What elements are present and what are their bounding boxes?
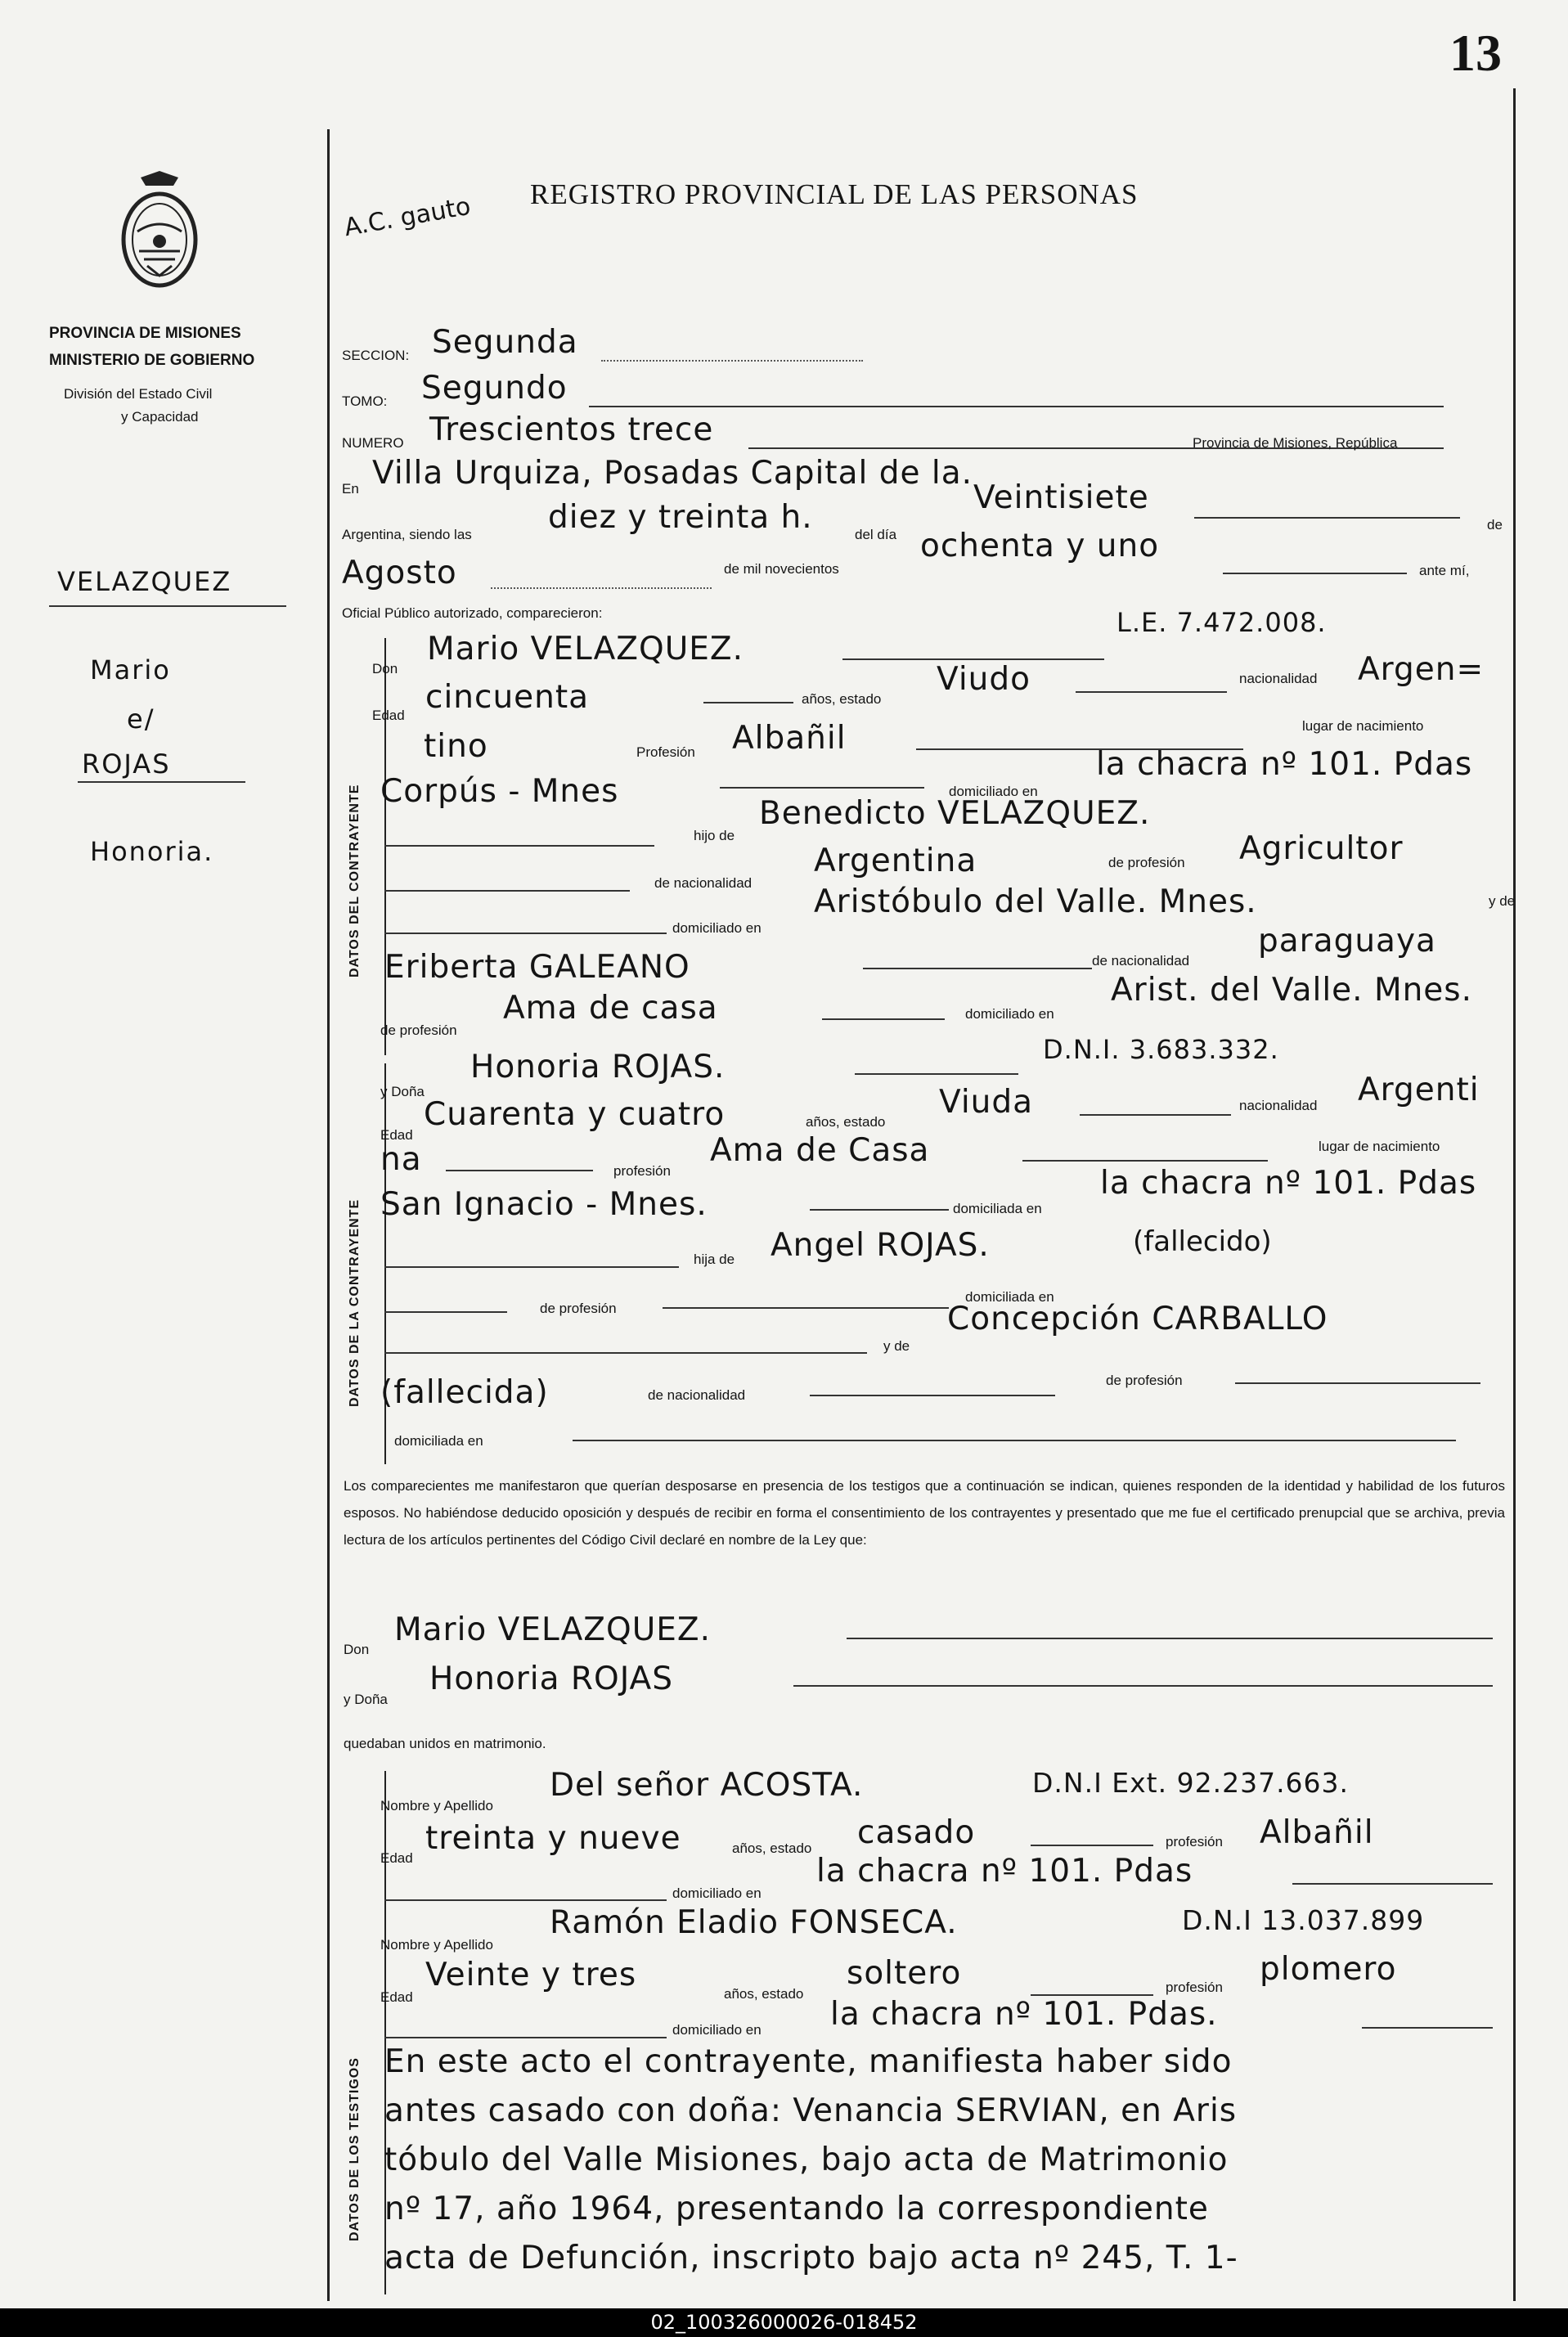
t2-dom-end-line [1362,2027,1493,2029]
t1-dom-line [384,1899,667,1901]
en-label: En [342,481,359,497]
margin-name-2: Honoria. [90,836,214,867]
t2-prof-value: plomero [1260,1951,1397,1988]
datos-testigos-label: DATOS DE LOS TESTIGOS [348,2057,362,2241]
note-line-3: tóbulo del Valle Misiones, bajo acta de Matrimonio [384,2142,1229,2178]
mes-line [491,587,712,589]
t2-anos-estado-label: años, estado [724,1986,804,2002]
left-margin-rule [327,129,330,2301]
annotation-top: A.C. gauto [342,191,473,243]
madre-line [863,968,1092,969]
margin-surname: VELAZQUEZ [57,566,232,597]
seccion-line [601,360,863,362]
padre-nac-value: Argentina [814,843,977,879]
t2-dom-line [384,2037,667,2038]
oficial-label: Oficial Público autorizado, comparecieron: [342,605,603,621]
dona-padre-value: Angel ROJAS. [771,1227,990,1264]
dona-edad-label: Edad [380,1127,413,1143]
lugar-value: Villa Urquiza, Posadas Capital de la. [372,455,973,492]
dona-nac-cont-line [446,1170,593,1171]
don-label: Don [372,661,398,676]
dona-value: Honoria ROJAS. [470,1049,726,1085]
argentina-label: Argentina, siendo las [342,527,472,542]
dona-dom-value: la chacra nº 101. Pdas [1100,1165,1477,1202]
t2-profesion-label: profesión [1166,1980,1223,1995]
dona-prof-line [1022,1160,1268,1162]
don-line [842,658,1104,660]
don-doc-value: L.E. 7.472.008. [1116,607,1327,638]
dona-madre-nac-label: de nacionalidad [648,1387,746,1403]
t1-nombre-value: Del señor ACOSTA. [550,1767,864,1804]
del-dia-label: del día [855,527,897,542]
numero-value: Trescientos trece [429,411,714,448]
margin-underline [49,605,286,607]
lugar-nac-line [720,787,924,789]
t2-domiciliado-label: domiciliado en [672,2022,762,2038]
declaration-paragraph: Los comparecientes me manifestaron que querían desposarse en presencia de los testigos que a continuación se indican, quienes responden de la identidad y habilidad de los futuros esposos. No habiéndose deducido oposición y después de recibir en forma el consentimiento de los contrayentes y presentado que me fue el certificado prenupcial que se archiva, previa lectura de los artículos pertinentes del Código Civil declaré en nombre de la Ley que: [344,1478,1505,1548]
dona-lugar-nac-label: lugar de nacimiento [1319,1139,1440,1154]
t1-domiciliado-label: domiciliado en [672,1885,762,1901]
madre-dom-value: Arist. del Valle. Mnes. [1111,972,1473,1009]
note-line-4: nº 17, año 1964, presentando la correspondiente [384,2191,1209,2227]
lugar-nac-value: Corpús - Mnes [380,773,619,810]
provincia-label: Provincia de Misiones, República [1193,435,1398,451]
dona-madre-dom-line [573,1440,1456,1441]
madre-prof-line [822,1018,945,1020]
dona-padre-note: (fallecido) [1133,1225,1272,1258]
madre-value: Eriberta GALEANO [384,949,690,986]
estado-value: Viudo [937,661,1031,698]
dona-hija-line [384,1266,679,1268]
edad-value: cincuenta [425,679,590,716]
t1-nombre-label: Nombre y Apellido [380,1798,493,1813]
dona-nac-value: Argenti [1358,1072,1480,1108]
decl-don-line [847,1638,1493,1639]
mes-value: Agosto [342,555,457,591]
madre-nac-value: paraguaya [1258,923,1436,960]
padre-domiciliado-label: domiciliado en [672,920,762,936]
t1-dom-end-line [1292,1883,1493,1885]
dona-madre-prof-label: de profesión [1106,1373,1183,1388]
page-number: 13 [1449,24,1502,82]
dona-madre-note: (fallecida) [380,1374,549,1411]
nacionalidad-value: Argen= [1358,651,1485,688]
margin-underline-2 [78,781,245,783]
t2-doc-value: D.N.I 13.037.899 [1182,1904,1425,1936]
padre-value: Benedicto VELAZQUEZ. [759,795,1151,832]
dona-madre-line [384,1352,867,1354]
profesion-value: Albañil [732,720,847,757]
t1-estado-value: casado [857,1814,976,1851]
dona-line [855,1073,1018,1075]
dona-padre-prof-label: de profesión [540,1301,617,1316]
seccion-value: Segunda [432,324,578,361]
decl-dona-line [793,1685,1493,1687]
datos-contrayente-label: DATOS DEL CONTRAYENTE [348,784,362,977]
t2-nombre-value: Ramón Eladio FONSECA. [550,1904,958,1941]
quedaban-label: quedaban unidos en matrimonio. [344,1736,546,1751]
tomo-label: TOMO: [342,393,388,409]
dona-madre-nac-line [810,1395,1055,1396]
de-mil-label: de mil novecientos [724,561,839,577]
hija-de-label: hija de [694,1252,735,1267]
t2-estado-value: soltero [847,1955,962,1992]
t2-dom-value: la chacra nº 101. Pdas. [830,1996,1218,2033]
dona-domiciliada-label: domiciliada en [953,1201,1042,1216]
edad-line [703,702,793,703]
ante-mi-label: ante mí, [1419,563,1470,578]
nacionalidad-label: nacionalidad [1239,671,1318,686]
provincial-seal-icon [115,168,204,290]
image-id-footer: 02_100326000026-018452 [0,2308,1568,2337]
dona-estado-value: Viuda [939,1084,1034,1121]
dia-line [1194,517,1460,519]
dona-prof-value: Ama de Casa [710,1132,930,1169]
madre-domiciliado-label: domiciliado en [965,1006,1054,1022]
de-nacionalidad-label: de nacionalidad [654,875,753,891]
margin-name-1: Mario [90,654,171,685]
padre-dom-line [384,933,667,934]
right-margin-rule [1513,88,1516,2301]
anos-estado-label: años, estado [802,691,882,707]
domiciliado-label: domiciliado en [949,784,1038,799]
tomo-value: Segundo [421,370,568,407]
dona-madre-dom-label: domiciliada en [394,1433,483,1449]
t1-profesion-label: profesión [1166,1834,1223,1849]
dona-padre-nac-line [384,1311,507,1313]
hijo-de-label: hijo de [694,828,735,843]
t1-doc-value: D.N.I Ext. 92.237.663. [1032,1767,1350,1799]
dona-nac-cont-value: na [380,1141,422,1178]
profesion-label: Profesión [636,744,695,760]
dona-estado-line [1080,1114,1231,1116]
margin-surname-2: ROJAS [82,748,171,780]
dona-padre-prof-line [663,1307,949,1309]
hora-value: diez y treinta h. [548,499,813,536]
nacionalidad-cont-value: tino [424,728,488,765]
note-line-5: acta de Defunción, inscripto bajo acta nº 245, T. 1- [384,2240,1238,2276]
dona-doc-value: D.N.I. 3.683.332. [1043,1034,1279,1065]
document-title: REGISTRO PROVINCIAL DE LAS PERSONAS [530,178,1139,210]
t1-prof-value: Albañil [1260,1814,1374,1851]
madre-prof-value: Ama de casa [503,990,718,1027]
tomo-line [589,406,1444,407]
division-line-2: y Capacidad [121,409,199,425]
y-dona-label: y Doña [380,1084,425,1099]
domicilio-value: la chacra nº 101. Pdas [1096,746,1473,783]
estado-line [1076,691,1227,693]
province-heading: PROVINCIA DE MISIONES [49,325,241,342]
dona-lugar-line [810,1209,949,1211]
de-label: de [1487,517,1503,533]
dona-lugar-value: San Ignacio - Mnes. [380,1186,708,1223]
decl-don-label: Don [344,1642,370,1657]
dona-profesion-label: profesión [613,1163,671,1179]
dona-nacionalidad-label: nacionalidad [1239,1098,1318,1113]
anio-value: ochenta y uno [920,528,1160,564]
padre-nac-line [384,890,630,892]
t1-estado-line [1031,1845,1153,1846]
de-profesion-label: de profesión [1108,855,1185,870]
t2-edad-value: Veinte y tres [425,1957,637,1993]
note-line-1: En este acto el contrayente, manifiesta haber sido [384,2043,1233,2080]
decl-dona-value: Honoria ROJAS [429,1661,673,1697]
y-de-label: y de [1489,893,1516,909]
division-line-1: División del Estado Civil [64,386,213,402]
dona-madre-value: Concepción CARBALLO [947,1301,1328,1337]
numero-label: NUMERO [342,435,404,451]
t2-nombre-label: Nombre y Apellido [380,1937,493,1953]
dona-anos-estado-label: años, estado [806,1114,886,1130]
madre-nacionalidad-label: de nacionalidad [1092,953,1190,969]
contrayente-bracket [384,638,386,1055]
dona-edad-value: Cuarenta y cuatro [424,1096,726,1133]
padre-dom-value: Aristóbulo del Valle. Mnes. [814,883,1257,920]
t1-edad-value: treinta y nueve [425,1820,681,1857]
lugar-nac-label: lugar de nacimiento [1302,718,1424,734]
note-line-2: antes casado con doña: Venancia SERVIAN, en Aris [384,2092,1238,2129]
ministry-heading: MINISTERIO DE GOBIERNO [49,352,255,369]
t1-edad-label: Edad [380,1850,413,1866]
dia-value: Veintisiete [973,479,1149,516]
seccion-label: SECCION: [342,348,410,363]
don-value: Mario VELAZQUEZ. [427,631,744,667]
edad-label: Edad [372,708,405,723]
dona-y-de-label: y de [883,1338,910,1354]
dona-padre-dom-label: domiciliada en [965,1289,1054,1305]
padre-prof-value: Agricultor [1239,830,1404,867]
t2-edad-label: Edad [380,1989,413,2005]
dona-madre-prof-line [1235,1382,1480,1384]
margin-conjunction: e/ [127,703,155,735]
anio-line [1223,573,1407,574]
datos-contrayente-f-label: DATOS DE LA CONTRAYENTE [348,1198,362,1407]
decl-dona-label: y Doña [344,1692,388,1707]
t1-dom-value: la chacra nº 101. Pdas [816,1853,1193,1890]
t1-anos-estado-label: años, estado [732,1840,812,1856]
hijo-line [384,845,654,847]
decl-don-value: Mario VELAZQUEZ. [394,1611,712,1648]
madre-profesion-label: de profesión [380,1022,457,1038]
